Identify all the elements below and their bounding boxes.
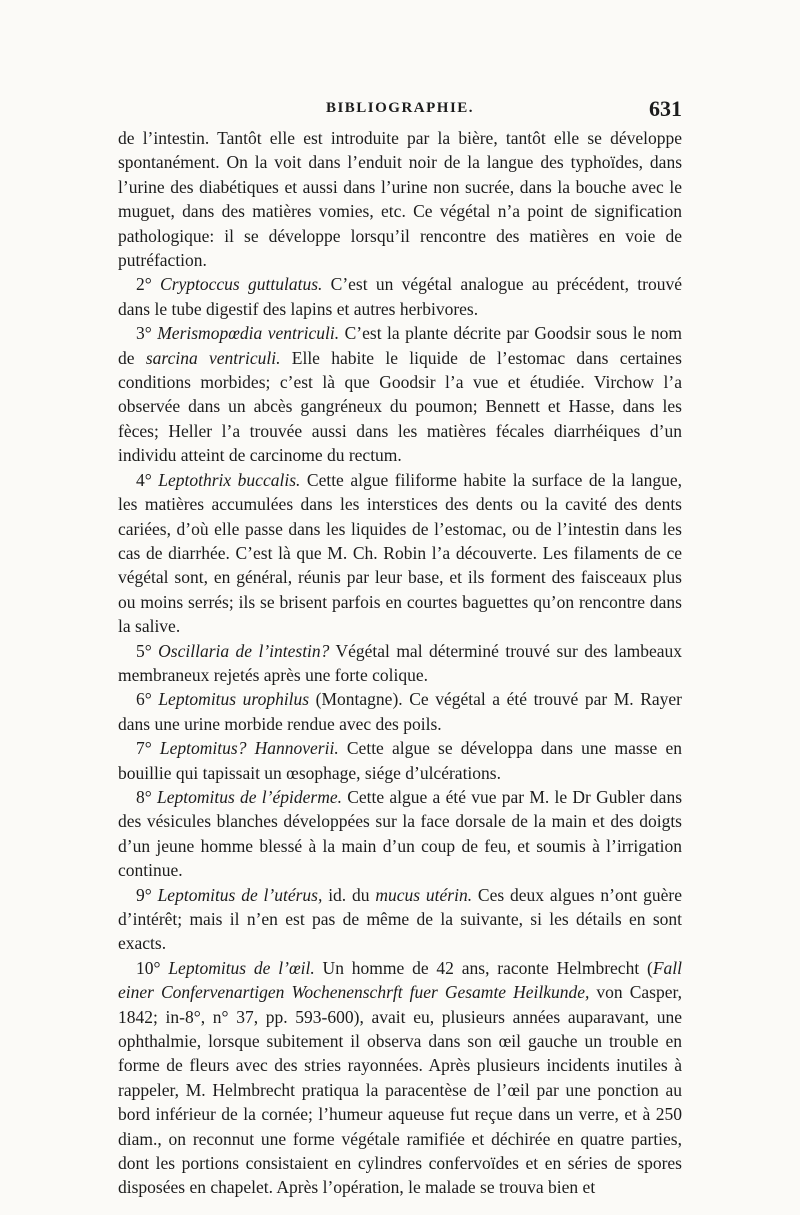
paragraph-item-3	[118, 321, 682, 467]
italic-text: Fall einer Confervenartigen Wochenenschrft fuer Gesamte Heilkunde,	[118, 957, 682, 1003]
body-text	[118, 126, 682, 1200]
paragraph-item-10	[118, 956, 682, 1200]
running-head	[118, 96, 682, 122]
italic-text: sarcina ventriculi.	[145, 347, 281, 368]
text-run: von Casper, 1842; in-8°, n° 37, pp. 593-600), avait eu, plusieurs années auparavant, une ophthalmie, lorsque subitement il observa dans son œil gauche un trouble en forme de fleurs avec des stries rayonnées. Après plusieurs incidents inutiles à rappeler, M. Helmbrecht pratiqua la paracentèse de l’œil par une ponction au bord inférieur de la cornée; l’humeur aqueuse fut reçue dans un verre, et à 250 diam., on reconnut une forme végétale ramifiée et déchirée en quatre parties, dont les portions consistaient en cylindres confervoïdes et en séries de spores disposées en chapelet. Après l’opération, le malade se trouva bien et	[118, 982, 682, 1198]
text-run: Végétal mal déterminé trouvé sur des lambeaux membraneux rejetés après une forte colique.	[118, 640, 682, 685]
italic-text: mucus utérin.	[375, 884, 473, 905]
italic-text: Oscillaria de l’intestin?	[158, 640, 330, 661]
italic-text: Leptomitus de l’œil.	[168, 957, 315, 978]
italic-text: Leptomitus de l’épiderme.	[157, 786, 342, 807]
text-run: C’est un végétal analogue au précédent, trouvé dans le tube digestif des lapins et autres herbivores.	[118, 274, 683, 319]
text-run: Un homme de 42 ans, raconte Helmbrecht (	[314, 957, 653, 978]
page-number: 631	[649, 96, 682, 121]
italic-text: Cryptoccus guttulatus.	[160, 274, 323, 295]
paragraph-item-7	[118, 736, 682, 785]
paragraph-item-2	[118, 272, 682, 321]
paragraph-item-9	[118, 883, 682, 956]
text-run: Cette algue a été vue par M. le Dr Gubler dans des vésicules blanches développées sur la face dorsale de la main et des doigts d’un jeune homme blessé à la main d’un coup de feu, et soumis à l’irrigation continue.	[118, 786, 683, 881]
paragraph-item-8	[118, 785, 682, 883]
text-run: 3°	[136, 323, 158, 344]
italic-text: Leptomitus de l’utérus,	[157, 884, 323, 905]
text-run: 7°	[136, 738, 160, 759]
text-run: 2°	[136, 274, 161, 295]
text-run: 6°	[136, 689, 159, 710]
text-run: Elle habite le liquide de l’estomac dans certaines conditions morbides; c’est là que Goodsir l’a vue et étudiée. Virchow l’a observée dans un abcès gangréneux du poumon; Bennett et Hasse, dans les fèces; Heller l’a trouvée aussi dans les matières fécales diarrhéiques d’un individu atteint de carcinome du rectum.	[118, 347, 682, 466]
paragraph-item-4	[118, 468, 682, 639]
paragraph-item-6	[118, 687, 682, 736]
text-run: Ces deux algues n’ont guère d’intérêt; mais il n’en est pas de même de la suivante, si les détails en sont exacts.	[118, 884, 682, 954]
text-run: id. du	[322, 884, 376, 905]
italic-text: Leptomitus urophilus	[158, 689, 310, 710]
paragraph-continuation	[118, 126, 682, 272]
text-run: 5°	[136, 640, 159, 661]
italic-text: Merismopœdia ventriculi.	[157, 323, 340, 344]
text-run: Cette algue se développa dans une masse en bouillie qui tapissait un œsophage, siége d’ulcérations.	[118, 738, 683, 783]
text-run: 4°	[136, 469, 159, 490]
italic-text: Leptothrix buccalis.	[158, 469, 301, 490]
text-run: Cette algue filiforme habite la surface de la langue, les matières accumulées dans les interstices des dents ou la cavité des dents cariées, d’où elle passe dans les liquides de l’estomac, ou de l’intestin dans les cas de diarrhée. C’est là que M. Ch. Robin l’a découverte. Les filaments de ce végétal sont, en général, réunis par leur base, et ils forment des faisceaux plus ou moins serrés; ils se brisent parfois en courtes baguettes qu’on rencontre dans la salive.	[118, 469, 683, 637]
text-run: C’est la plante décrite par Goodsir sous le nom de	[118, 323, 683, 368]
text-run: 9°	[136, 884, 158, 905]
text-run: de l’intestin. Tantôt elle est introduite par la bière, tantôt elle se développe spontanément. On la voit dans l’enduit noir de la langue des typhoïdes, dans l’urine des diabétiques et aussi dans l’urine non sucrée, dans la bouche avec le muguet, dans des matières vomies, etc. Ce végétal n’a point de signification pathologique: il se développe lorsqu’il rencontre des matières en voie de putréfaction.	[118, 128, 682, 271]
paragraph-item-5	[118, 639, 682, 688]
running-title: BIBLIOGRAPHIE.	[325, 100, 475, 116]
text-run: 8°	[136, 786, 157, 807]
italic-text: Leptomitus? Hannoverii.	[159, 738, 339, 759]
text-run: 10°	[136, 957, 169, 978]
text-run: (Montagne). Ce végétal a été trouvé par M. Rayer dans une urine morbide rendue avec des poils.	[118, 689, 683, 734]
